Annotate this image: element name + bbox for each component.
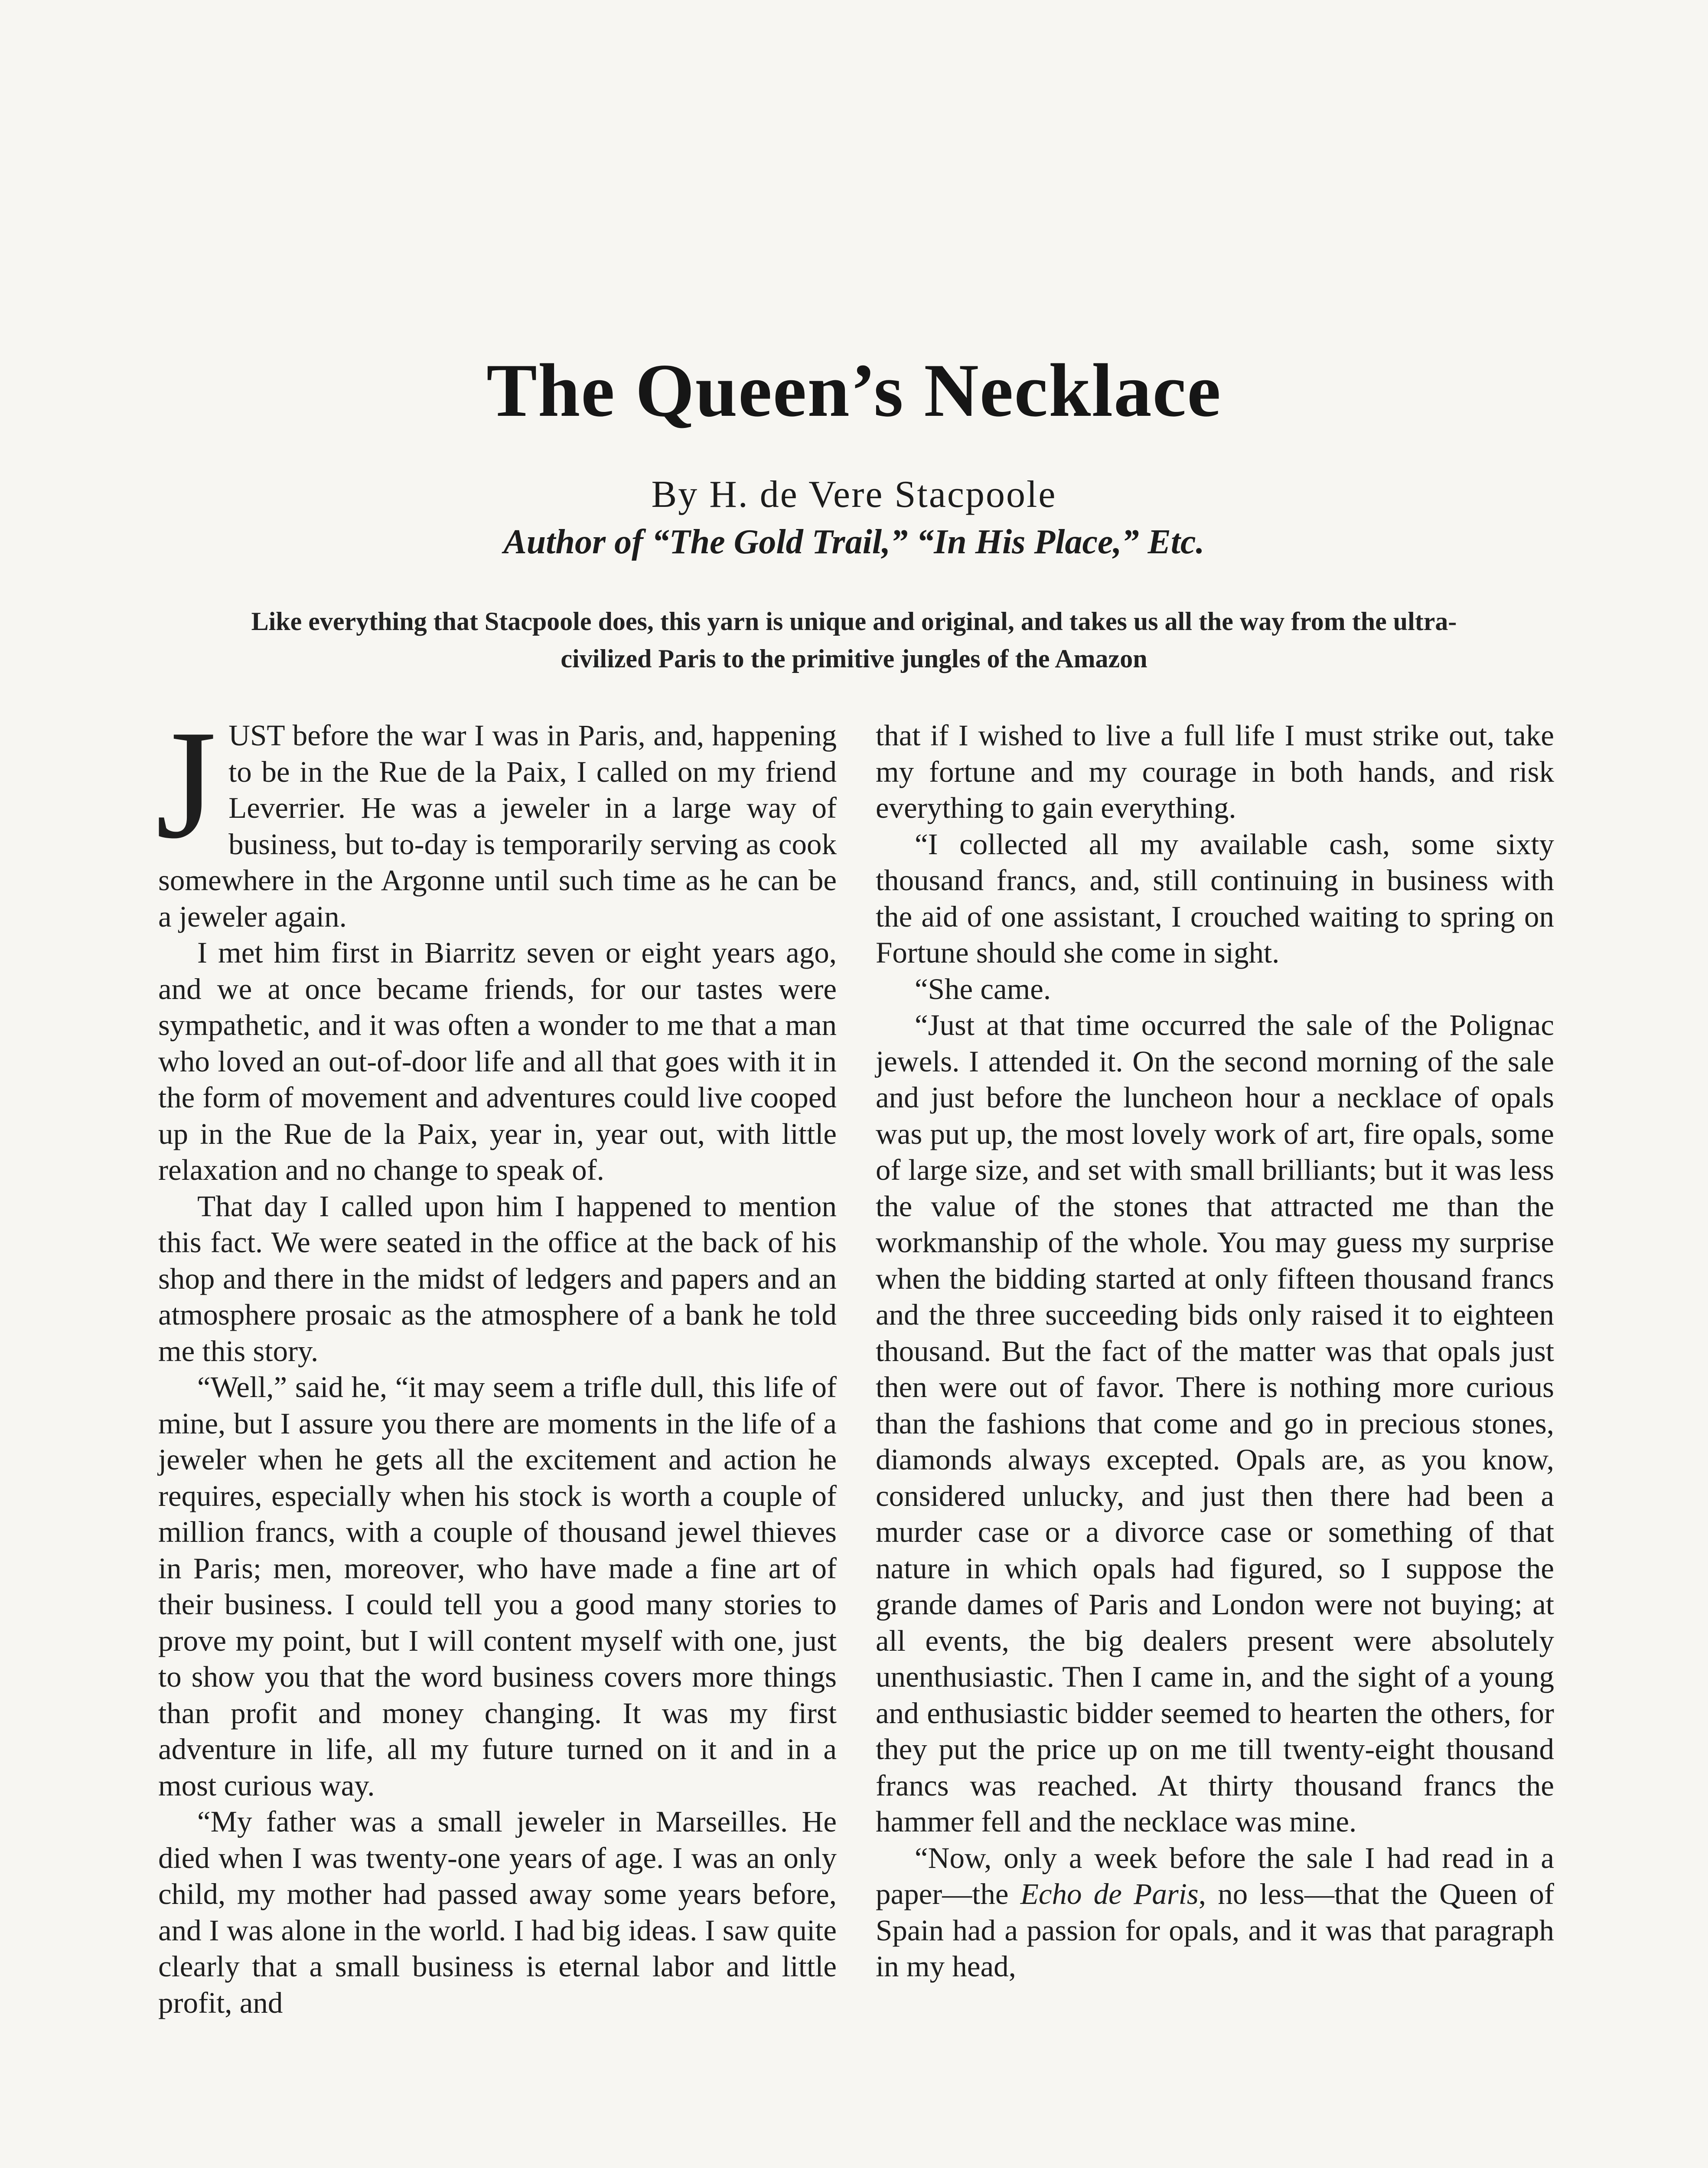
paragraph [156,698,837,935]
paragraph-text: “Now, only a week before the sale I had read in a paper—the [876,1841,1554,1910]
paragraph: “She came. [915,972,1051,1006]
paragraph-text: UST before the war I was in Paris, and, happening to be in the Rue de la Paix, I called on my friend Leverrier. He was a jeweler in a large way of business, but to-day is temporarily serving as cook somewhere in the Argonne until such time as he can be a jeweler again. [158,719,837,933]
drop-cap: J [156,698,217,871]
left-column [156,698,837,2021]
paragraph: “My father was a small jeweler in Marseilles. He died when I was twenty-one years of age. I was an only child, my mother had passed away some years before, and I was alone in the world. I had big ideas. I saw quite clearly that a small business is eternal labor and little profit, and [158,1805,837,2019]
author-credits: Author of “The Gold Trail,” “In His Place,” Etc. [503,523,1205,561]
paragraph: That day I called upon him I happened to mention this fact. We were seated in the office at the back of his shop and there in the midst of ledgers and papers and an atmosphere prosaic as the atmosphere of a bank he told me this story. [158,1189,837,1368]
paragraph [876,1840,1554,1985]
paragraph: that if I wished to live a full life I must strike out, take my fortune and my courage in both hands, and risk everything to gain everything. [876,719,1554,824]
paragraph-text: , no less—that the Queen of Spain had a passion for opals, and it was that paragraph in my head, [876,1877,1555,1983]
paragraph: “Well,” said he, “it may seem a trifle dull, this life of mine, but I assure you there are moments in the life of a jeweler when he gets all the excitement and action he requires, especially when his stock is worth a couple of million francs, with a couple of thousand jewel thieves in Paris; men, moreover, who have made a fine art of their business. I could tell you a good many stories to prove my point, but I will content myself with one, just to show you that the word business covers more things than profit and money changing. It was my first adventure in life, all my future turned on it and in a most curious way. [158,1371,837,1802]
paragraph: “Just at that time occurred the sale of the Polignac jewels. I attended it. On the second morning of the sale and just before the luncheon hour a necklace of opals was put up, the most lovely work of art, fire opals, some of large size, and set with small brilliants; but it was less the value of the stones that attracted me than the workmanship of the whole. You may guess my surprise when the bidding started at only fifteen thousand francs and the three succeeding bids only raised it to eighteen thousand. But the fact of the matter was that opals just then were out of favor. There is nothing more curious than the fashions that come and go in precious stones, diamonds always excepted. Opals are, as you know, considered unlucky, and just then there had been a murder case or a divorce case or something of that nature in which opals had figured, so I suppose the grande dames of Paris and London were not buying; at all events, the big dealers present were absolutely unenthusiastic. Then I came in, and the sight of a young and enthusiastic bidder seemed to hearten the others, for they put the price up on me till twenty-eight thousand francs was reached. At thirty thousand francs the hammer fell and the necklace was mine. [876,1009,1554,1838]
paragraph: “I collected all my available cash, some sixty thousand francs, and, still continuing in business with the aid of one assistant, I crouched waiting to spring on Fortune should she come in sight. [876,827,1554,969]
newspaper-title: Echo de Paris [1020,1877,1199,1910]
right-column [876,718,1554,1985]
paragraph: I met him first in Biarritz seven or eight years ago, and we at once became friends, for our tastes were sympathetic, and it was often a wonder to me that a man who loved an out-of-door life and all that goes with it in the form of movement and adventures could live cooped up in the Rue de la Paix, year in, year out, with little relaxation and no change to speak of. [158,936,837,1186]
article-teaser: Like everything that Stacpoole does, this yarn is unique and original, and takes us all the way from the ultra-civilized Paris to the primitive jungles of the Amazon [251,607,1457,673]
byline: By H. de Vere Stacpoole [651,473,1057,516]
article-title: The Queen’s Necklace [486,348,1222,432]
